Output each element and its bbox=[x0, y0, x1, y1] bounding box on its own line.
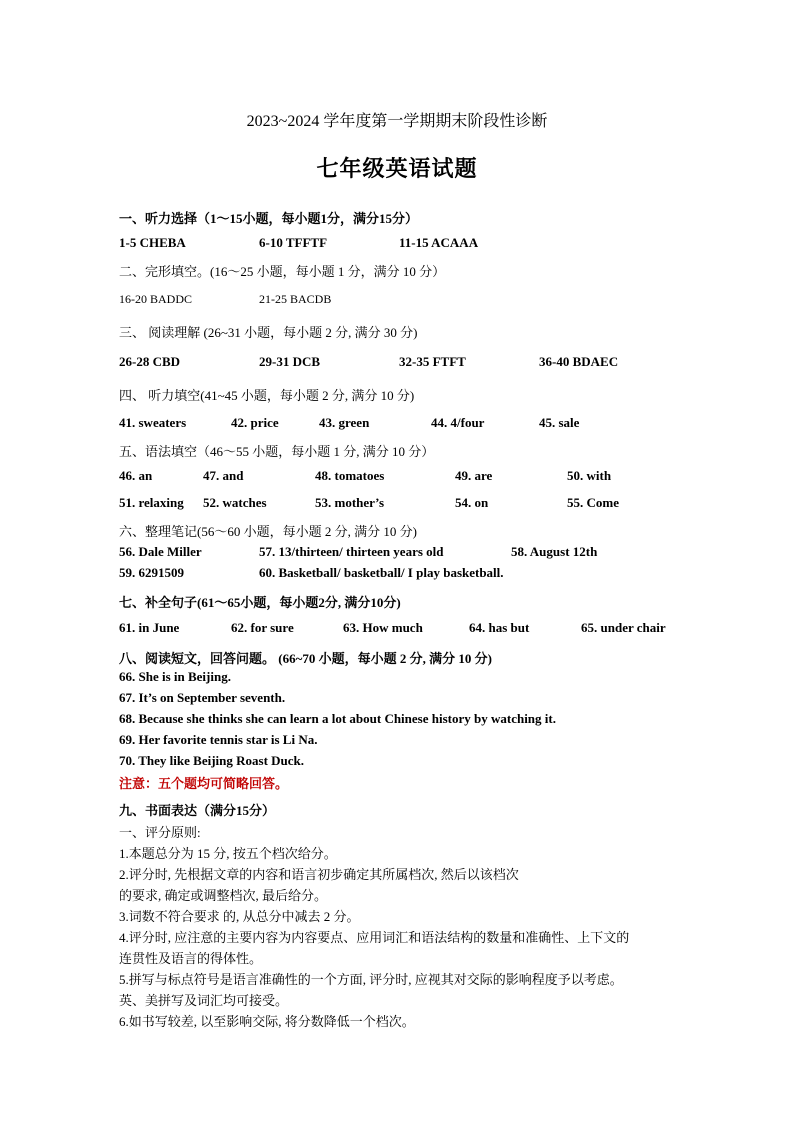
section-4-heading: 四、 听力填空(41~45 小题，每小题 2 分, 满分 10 分) bbox=[119, 388, 415, 403]
section-2-heading: 二、完形填空。(16～25 小题，每小题 1 分，满分 10 分） bbox=[119, 264, 446, 279]
answer-item: 63. How much bbox=[343, 620, 423, 635]
section-1-heading: 一、听力选择（1～15小题，每小题1分，满分15分） bbox=[119, 211, 419, 226]
answer-item: 41. sweaters bbox=[119, 415, 187, 430]
answer-item: 61. in June bbox=[119, 620, 180, 635]
scoring-line: 6.如书写较差, 以至影响交际, 将分数降低一个档次。 bbox=[119, 1014, 415, 1029]
exam-subject-title: 七年级英语试题 bbox=[316, 156, 478, 181]
answer-sentence: 70. They like Beijing Roast Duck. bbox=[119, 753, 305, 768]
answer-item: 65. under chair bbox=[581, 620, 666, 635]
answer-item: 16-20 BADDC bbox=[119, 292, 193, 306]
scoring-line: 英、美拼写及词汇均可接受。 bbox=[119, 993, 289, 1008]
answer-item: 62. for sure bbox=[231, 620, 294, 635]
answer-item: 29-31 DCB bbox=[259, 354, 321, 369]
answer-item: 58. August 12th bbox=[511, 544, 598, 559]
answer-item: 32-35 FTFT bbox=[399, 354, 466, 369]
answer-item: 55. Come bbox=[567, 495, 619, 510]
scoring-line: 2.评分时, 先根据文章的内容和语言初步确定其所属档次, 然后以该档次 bbox=[119, 867, 519, 882]
section-6-heading: 六、整理笔记(56～60 小题，每小题 2 分, 满分 10 分) bbox=[119, 524, 417, 539]
answer-item: 46. an bbox=[119, 468, 153, 483]
answer-item: 50. with bbox=[567, 468, 612, 483]
scoring-line: 5.拼写与标点符号是语言准确性的一个方面, 评分时, 应视其对交际的影响程度予以考虑。 bbox=[119, 972, 623, 987]
scoring-line: 4.评分时, 应注意的主要内容为内容要点、应用词汇和语法结构的数量和准确性、上下文的 bbox=[119, 930, 630, 945]
answer-sentence: 66. She is in Beijing. bbox=[119, 669, 231, 684]
answer-item: 21-25 BACDB bbox=[259, 292, 332, 306]
section-5-heading: 五、语法填空（46～55 小题，每小题 1 分, 满分 10 分） bbox=[119, 444, 435, 459]
answer-item: 53. mother’s bbox=[315, 495, 385, 510]
answer-item: 48. tomatoes bbox=[315, 468, 385, 483]
answer-item: 57. 13/thirteen/ thirteen years old bbox=[259, 544, 444, 559]
scoring-line: 1.本题总分为 15 分, 按五个档次给分。 bbox=[119, 846, 337, 861]
answer-sentence: 67. It’s on September seventh. bbox=[119, 690, 286, 705]
section-3-heading: 三、 阅读理解 (26~31 小题，每小题 2 分, 满分 30 分) bbox=[119, 325, 418, 340]
answer-item: 36-40 BDAEC bbox=[539, 354, 619, 369]
answer-note: 注意：五个题均可简略回答。 bbox=[119, 776, 289, 791]
answer-item: 52. watches bbox=[203, 495, 267, 510]
answer-item: 64. has but bbox=[469, 620, 530, 635]
answer-item: 45. sale bbox=[539, 415, 580, 430]
exam-term-title: 2023~2024 学年度第一学期期末阶段性诊断 bbox=[246, 113, 548, 130]
answer-item: 44. 4/four bbox=[431, 415, 485, 430]
answer-item: 60. Basketball/ basketball/ I play basketball. bbox=[259, 565, 504, 580]
answer-item: 42. price bbox=[231, 415, 279, 430]
answer-item: 1-5 CHEBA bbox=[119, 235, 186, 250]
answer-item: 59. 6291509 bbox=[119, 565, 184, 580]
scoring-line: 的要求, 确定或调整档次, 最后给分。 bbox=[119, 888, 328, 903]
section-8-heading: 八、阅读短文，回答问题。 (66~70 小题，每小题 2 分, 满分 10 分) bbox=[119, 651, 492, 666]
answer-item: 54. on bbox=[455, 495, 489, 510]
scoring-line: 3.词数不符合要求 的, 从总分中减去 2 分。 bbox=[119, 909, 360, 924]
answer-sentence: 68. Because she thinks she can learn a lot about Chinese history by watching it. bbox=[119, 711, 556, 726]
section-7-heading: 七、补全句子(61～65小题，每小题2分, 满分10分) bbox=[119, 595, 401, 610]
section-9-heading: 九、书面表达（满分15分） bbox=[119, 803, 276, 818]
scoring-line: 连贯性及语言的得体性。 bbox=[119, 951, 263, 966]
answer-item: 6-10 TFFTF bbox=[259, 235, 328, 250]
answer-item: 47. and bbox=[203, 468, 244, 483]
answer-item: 56. Dale Miller bbox=[119, 544, 202, 559]
answer-item: 11-15 ACAAA bbox=[399, 235, 479, 250]
scoring-line: 一、评分原则: bbox=[119, 825, 201, 840]
answer-item: 51. relaxing bbox=[119, 495, 184, 510]
answer-sentence: 69. Her favorite tennis star is Li Na. bbox=[119, 732, 318, 747]
answer-item: 26-28 CBD bbox=[119, 354, 181, 369]
answer-item: 43. green bbox=[319, 415, 370, 430]
answer-item: 49. are bbox=[455, 468, 493, 483]
